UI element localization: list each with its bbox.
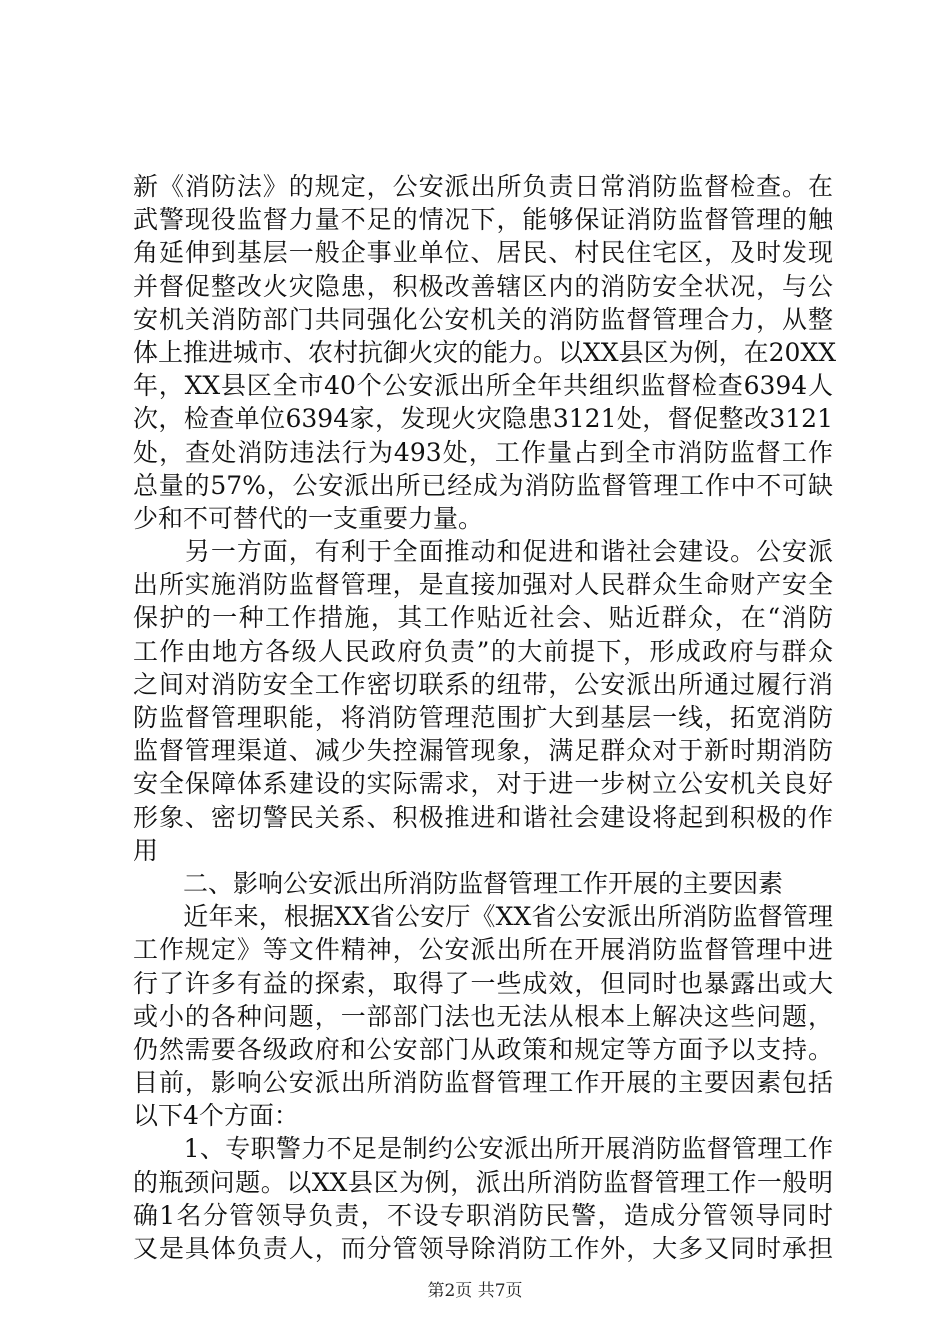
text-line: 之间对消防安全工作密切联系的纽带，公安派出所通过履行消 (133, 669, 833, 699)
text-line: 以下4个方面： (133, 1101, 299, 1131)
text-line: 次，检查单位6394家，发现火灾隐患3121处，督促整改3121 (133, 404, 833, 434)
text-line: 的瓶颈问题。以XX县区为例，派出所消防监督管理工作一般明 (133, 1167, 833, 1197)
text-line: 又是具体负责人，而分管领导除消防工作外，大多又同时承担 (133, 1234, 833, 1263)
text-line: 工作规定》等文件精神，公安派出所在开展消防监督管理中进 (133, 935, 833, 965)
text-line: 保护的一种工作措施，其工作贴近社会、贴近群众，在“消防 (133, 603, 833, 633)
page-footer (0, 1276, 950, 1301)
text-line: 体上推进城市、农村抗御火灾的能力。以XX县区为例，在20XX (133, 337, 837, 367)
text-line: 监督管理渠道、减少失控漏管现象，满足群众对于新时期消防 (133, 736, 833, 766)
text-line: 防监督管理职能，将消防管理范围扩大到基层一线，拓宽消防 (133, 703, 833, 732)
text-line: 用 (133, 835, 159, 865)
text-line: 新《消防法》的规定，公安派出所负责日常消防监督检查。在 (133, 172, 833, 201)
document-body (133, 170, 837, 1265)
text-line: 二、影响公安派出所消防监督管理工作开展的主要因素 (133, 868, 784, 898)
text-line: 另一方面，有利于全面推动和促进和谐社会建设。公安派 (133, 537, 833, 567)
text-line: 目前，影响公安派出所消防监督管理工作开展的主要因素包括 (133, 1068, 833, 1098)
page-number-label: 第2页 共7页 (427, 1281, 523, 1301)
text-line: 形象、密切警民关系、积极推进和谐社会建设将起到积极的作 (133, 802, 833, 832)
text-line: 总量的57%，公安派出所已经成为消防监督管理工作中不可缺 (133, 470, 833, 500)
text-line: 行了许多有益的探索，取得了一些成效，但同时也暴露出或大 (133, 968, 833, 998)
text-line: 角延伸到基层一般企事业单位、居民、村民住宅区，及时发现 (133, 238, 833, 268)
text-line: 仍然需要各级政府和公安部门从政策和规定等方面予以支持。 (133, 1034, 833, 1064)
text-line: 并督促整改火灾隐患，积极改善辖区内的消防安全状况，与公 (133, 271, 833, 301)
text-line: 1、专职警力不足是制约公安派出所开展消防监督管理工作 (133, 1134, 833, 1164)
text-line: 少和不可替代的一支重要力量。 (133, 503, 484, 533)
text-line: 出所实施消防监督管理，是直接加强对人民群众生命财产安全 (133, 570, 833, 600)
text-line: 近年来，根据XX省公安厅《XX省公安派出所消防监督管理 (133, 902, 833, 932)
text-line: 或小的各种问题，一部部门法也无法从根本上解决这些问题， (133, 1001, 833, 1031)
text-line: 武警现役监督力量不足的情况下，能够保证消防监督管理的触 (133, 205, 833, 235)
text-line: 工作由地方各级人民政府负责”的大前提下，形成政府与群众 (133, 636, 833, 666)
text-line: 处，查处消防违法行为493处，工作量占到全市消防监督工作 (133, 437, 833, 467)
text-line: 年，XX县区全市40个公安派出所全年共组织监督检查6394人 (133, 371, 833, 401)
text-line: 安机关消防部门共同强化公安机关的消防监督管理合力，从整 (133, 304, 833, 334)
text-line: 安全保障体系建设的实际需求，对于进一步树立公安机关良好 (133, 769, 833, 799)
text-line: 确1名分管领导负责，不设专职消防民警，造成分管领导同时 (133, 1200, 833, 1230)
